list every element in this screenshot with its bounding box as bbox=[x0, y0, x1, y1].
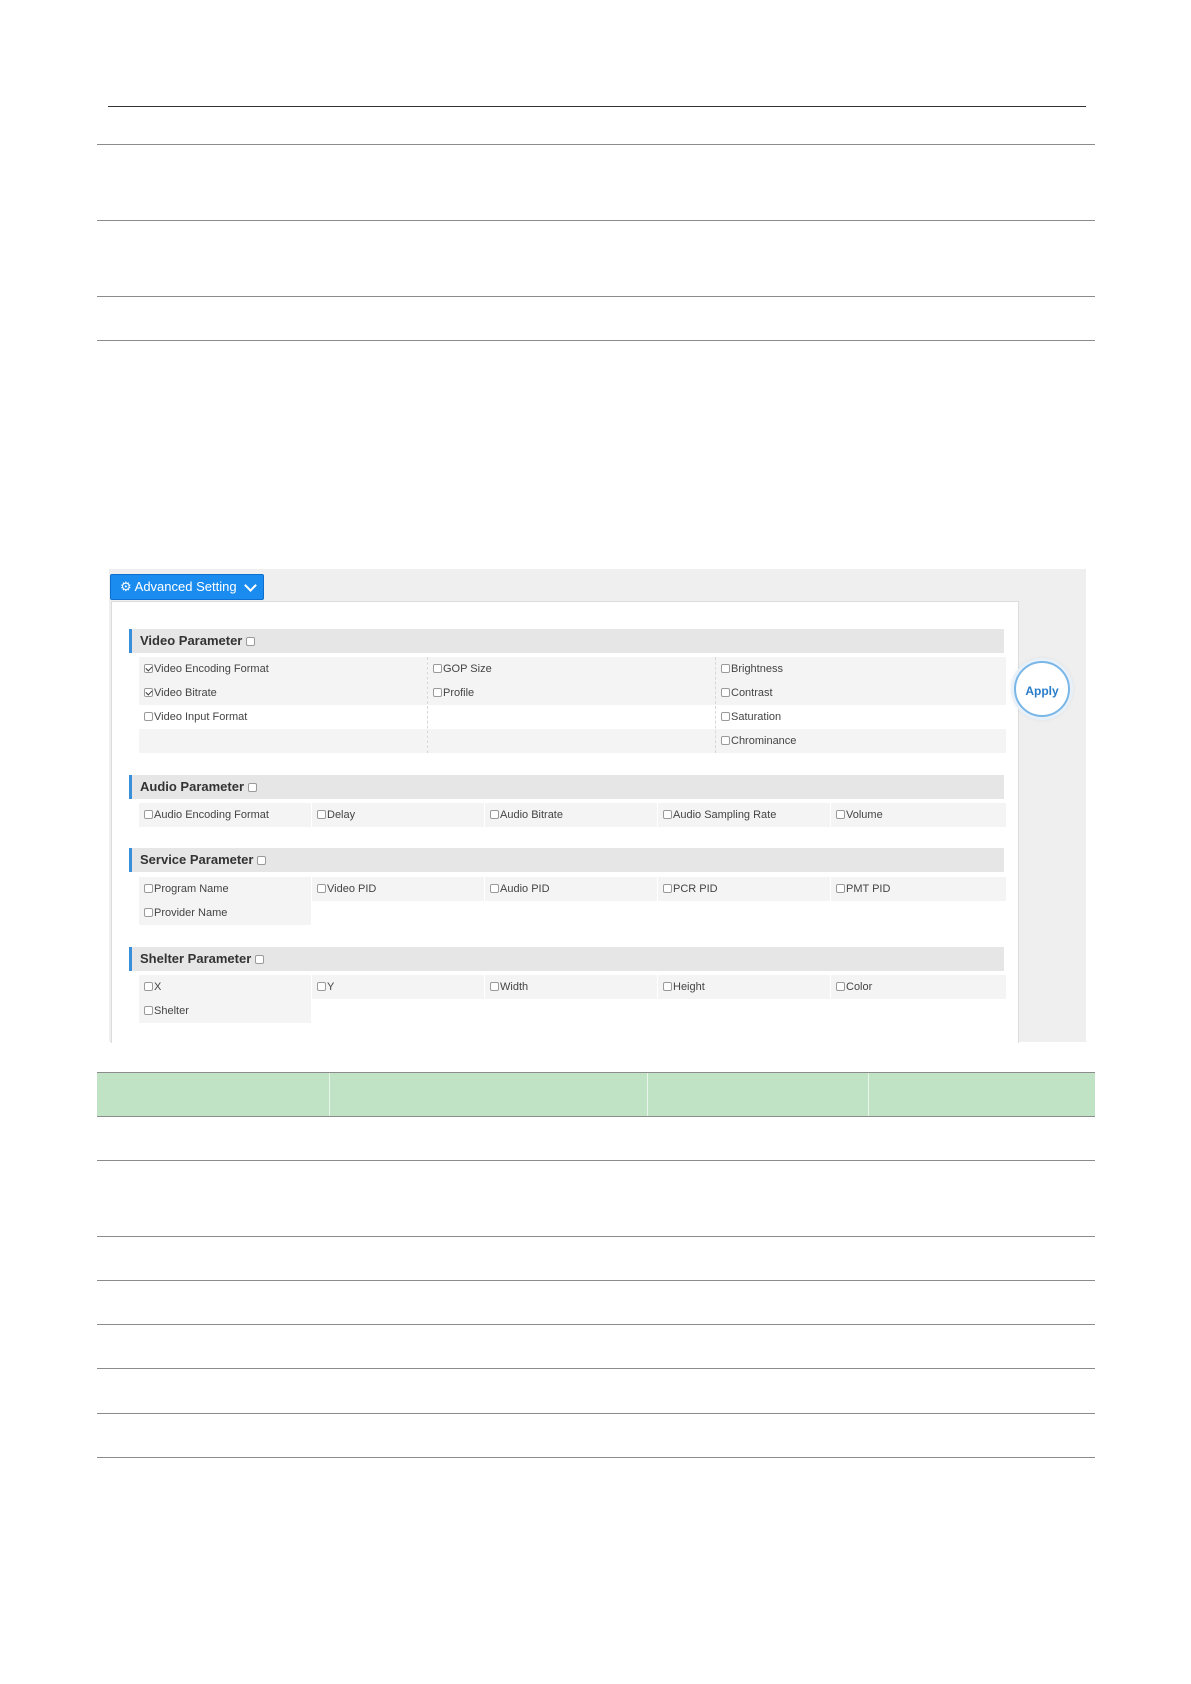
option-provider-name[interactable]: Provider Name bbox=[139, 901, 311, 925]
checkbox[interactable] bbox=[490, 982, 499, 991]
checkbox[interactable] bbox=[433, 688, 442, 697]
service-parameter-checkbox[interactable] bbox=[257, 856, 266, 865]
parameter-form bbox=[111, 601, 1019, 1043]
option-audio-bitrate[interactable]: Audio Bitrate bbox=[485, 803, 657, 827]
gear-icon: ⚙ bbox=[120, 579, 132, 594]
option-program-name[interactable]: Program Name bbox=[139, 877, 311, 901]
table-rule bbox=[97, 1280, 1095, 1281]
table-column-divider bbox=[868, 1073, 869, 1116]
video-parameter-title: Video Parameter bbox=[140, 633, 243, 648]
chevron-down-icon bbox=[244, 579, 257, 592]
advanced-setting-panel bbox=[109, 569, 1086, 1042]
checkbox[interactable] bbox=[721, 712, 730, 721]
option-audio-encoding-format[interactable]: Audio Encoding Format bbox=[139, 803, 311, 827]
checkbox[interactable] bbox=[144, 712, 153, 721]
checkbox[interactable] bbox=[663, 884, 672, 893]
option-saturation[interactable]: Saturation bbox=[716, 705, 1006, 729]
checkbox[interactable] bbox=[144, 908, 153, 917]
checkbox[interactable] bbox=[721, 664, 730, 673]
checkbox[interactable] bbox=[144, 688, 153, 697]
checkbox[interactable] bbox=[836, 810, 845, 819]
table-rule bbox=[97, 340, 1095, 341]
checkbox[interactable] bbox=[721, 736, 730, 745]
audio-parameter-checkbox[interactable] bbox=[248, 783, 257, 792]
table-header bbox=[97, 1072, 1095, 1117]
option-pcr-pid[interactable]: PCR PID bbox=[658, 877, 830, 901]
empty-cell bbox=[428, 705, 716, 729]
checkbox[interactable] bbox=[144, 664, 153, 673]
audio-parameter-title: Audio Parameter bbox=[140, 779, 245, 794]
checkbox[interactable] bbox=[663, 810, 672, 819]
checkbox[interactable] bbox=[433, 664, 442, 673]
option-color[interactable]: Color bbox=[831, 975, 1006, 999]
checkbox[interactable] bbox=[144, 884, 153, 893]
option-audio-sampling-rate[interactable]: Audio Sampling Rate bbox=[658, 803, 830, 827]
video-parameter-checkbox[interactable] bbox=[246, 637, 255, 646]
option-delay[interactable]: Delay bbox=[312, 803, 484, 827]
option-gop-size[interactable]: GOP Size bbox=[428, 657, 716, 681]
checkbox[interactable] bbox=[836, 982, 845, 991]
table-rule bbox=[97, 1160, 1095, 1161]
advanced-setting-button[interactable] bbox=[110, 574, 264, 600]
table-rule bbox=[97, 144, 1095, 145]
checkbox[interactable] bbox=[836, 884, 845, 893]
option-width[interactable]: Width bbox=[485, 975, 657, 999]
checkbox[interactable] bbox=[490, 810, 499, 819]
checkbox[interactable] bbox=[721, 688, 730, 697]
option-chrominance[interactable]: Chrominance bbox=[716, 729, 1006, 753]
option-shelter[interactable]: Shelter bbox=[139, 999, 311, 1023]
checkbox[interactable] bbox=[144, 1006, 153, 1015]
shelter-parameter-header bbox=[129, 947, 1004, 971]
service-parameter-header bbox=[129, 848, 1004, 872]
column-divider bbox=[715, 657, 716, 753]
option-volume[interactable]: Volume bbox=[831, 803, 1006, 827]
option-contrast[interactable]: Contrast bbox=[716, 681, 1006, 705]
checkbox[interactable] bbox=[317, 982, 326, 991]
option-video-encoding-format[interactable]: Video Encoding Format bbox=[139, 657, 427, 681]
empty-cell bbox=[139, 729, 427, 753]
table-column-divider bbox=[647, 1073, 648, 1116]
audio-parameter-header bbox=[129, 775, 1004, 799]
option-brightness[interactable]: Brightness bbox=[716, 657, 1006, 681]
service-parameter-title: Service Parameter bbox=[140, 852, 254, 867]
header-rule bbox=[108, 106, 1086, 107]
option-pmt-pid[interactable]: PMT PID bbox=[831, 877, 1006, 901]
option-height[interactable]: Height bbox=[658, 975, 830, 999]
checkbox[interactable] bbox=[663, 982, 672, 991]
table-rule bbox=[97, 1324, 1095, 1325]
table-rule bbox=[97, 296, 1095, 297]
video-parameter-header bbox=[129, 629, 1004, 653]
advanced-setting-label: Advanced Setting bbox=[134, 579, 237, 594]
empty-cell bbox=[428, 729, 716, 753]
shelter-parameter-checkbox[interactable] bbox=[255, 955, 264, 964]
table-rule bbox=[97, 1368, 1095, 1369]
table-rule bbox=[97, 220, 1095, 221]
option-video-bitrate[interactable]: Video Bitrate bbox=[139, 681, 427, 705]
table-rule bbox=[97, 1236, 1095, 1237]
table-column-divider bbox=[329, 1073, 330, 1116]
checkbox[interactable] bbox=[144, 810, 153, 819]
apply-button[interactable]: Apply bbox=[1014, 661, 1070, 717]
option-y[interactable]: Y bbox=[312, 975, 484, 999]
checkbox[interactable] bbox=[490, 884, 499, 893]
option-audio-pid[interactable]: Audio PID bbox=[485, 877, 657, 901]
checkbox[interactable] bbox=[144, 982, 153, 991]
shelter-parameter-title: Shelter Parameter bbox=[140, 951, 252, 966]
option-video-input-format[interactable]: Video Input Format bbox=[139, 705, 427, 729]
option-profile[interactable]: Profile bbox=[428, 681, 716, 705]
table-rule bbox=[97, 1457, 1095, 1458]
checkbox[interactable] bbox=[317, 810, 326, 819]
table-rule bbox=[97, 1413, 1095, 1414]
option-x[interactable]: X bbox=[139, 975, 311, 999]
option-video-pid[interactable]: Video PID bbox=[312, 877, 484, 901]
checkbox[interactable] bbox=[317, 884, 326, 893]
column-divider bbox=[427, 657, 428, 753]
